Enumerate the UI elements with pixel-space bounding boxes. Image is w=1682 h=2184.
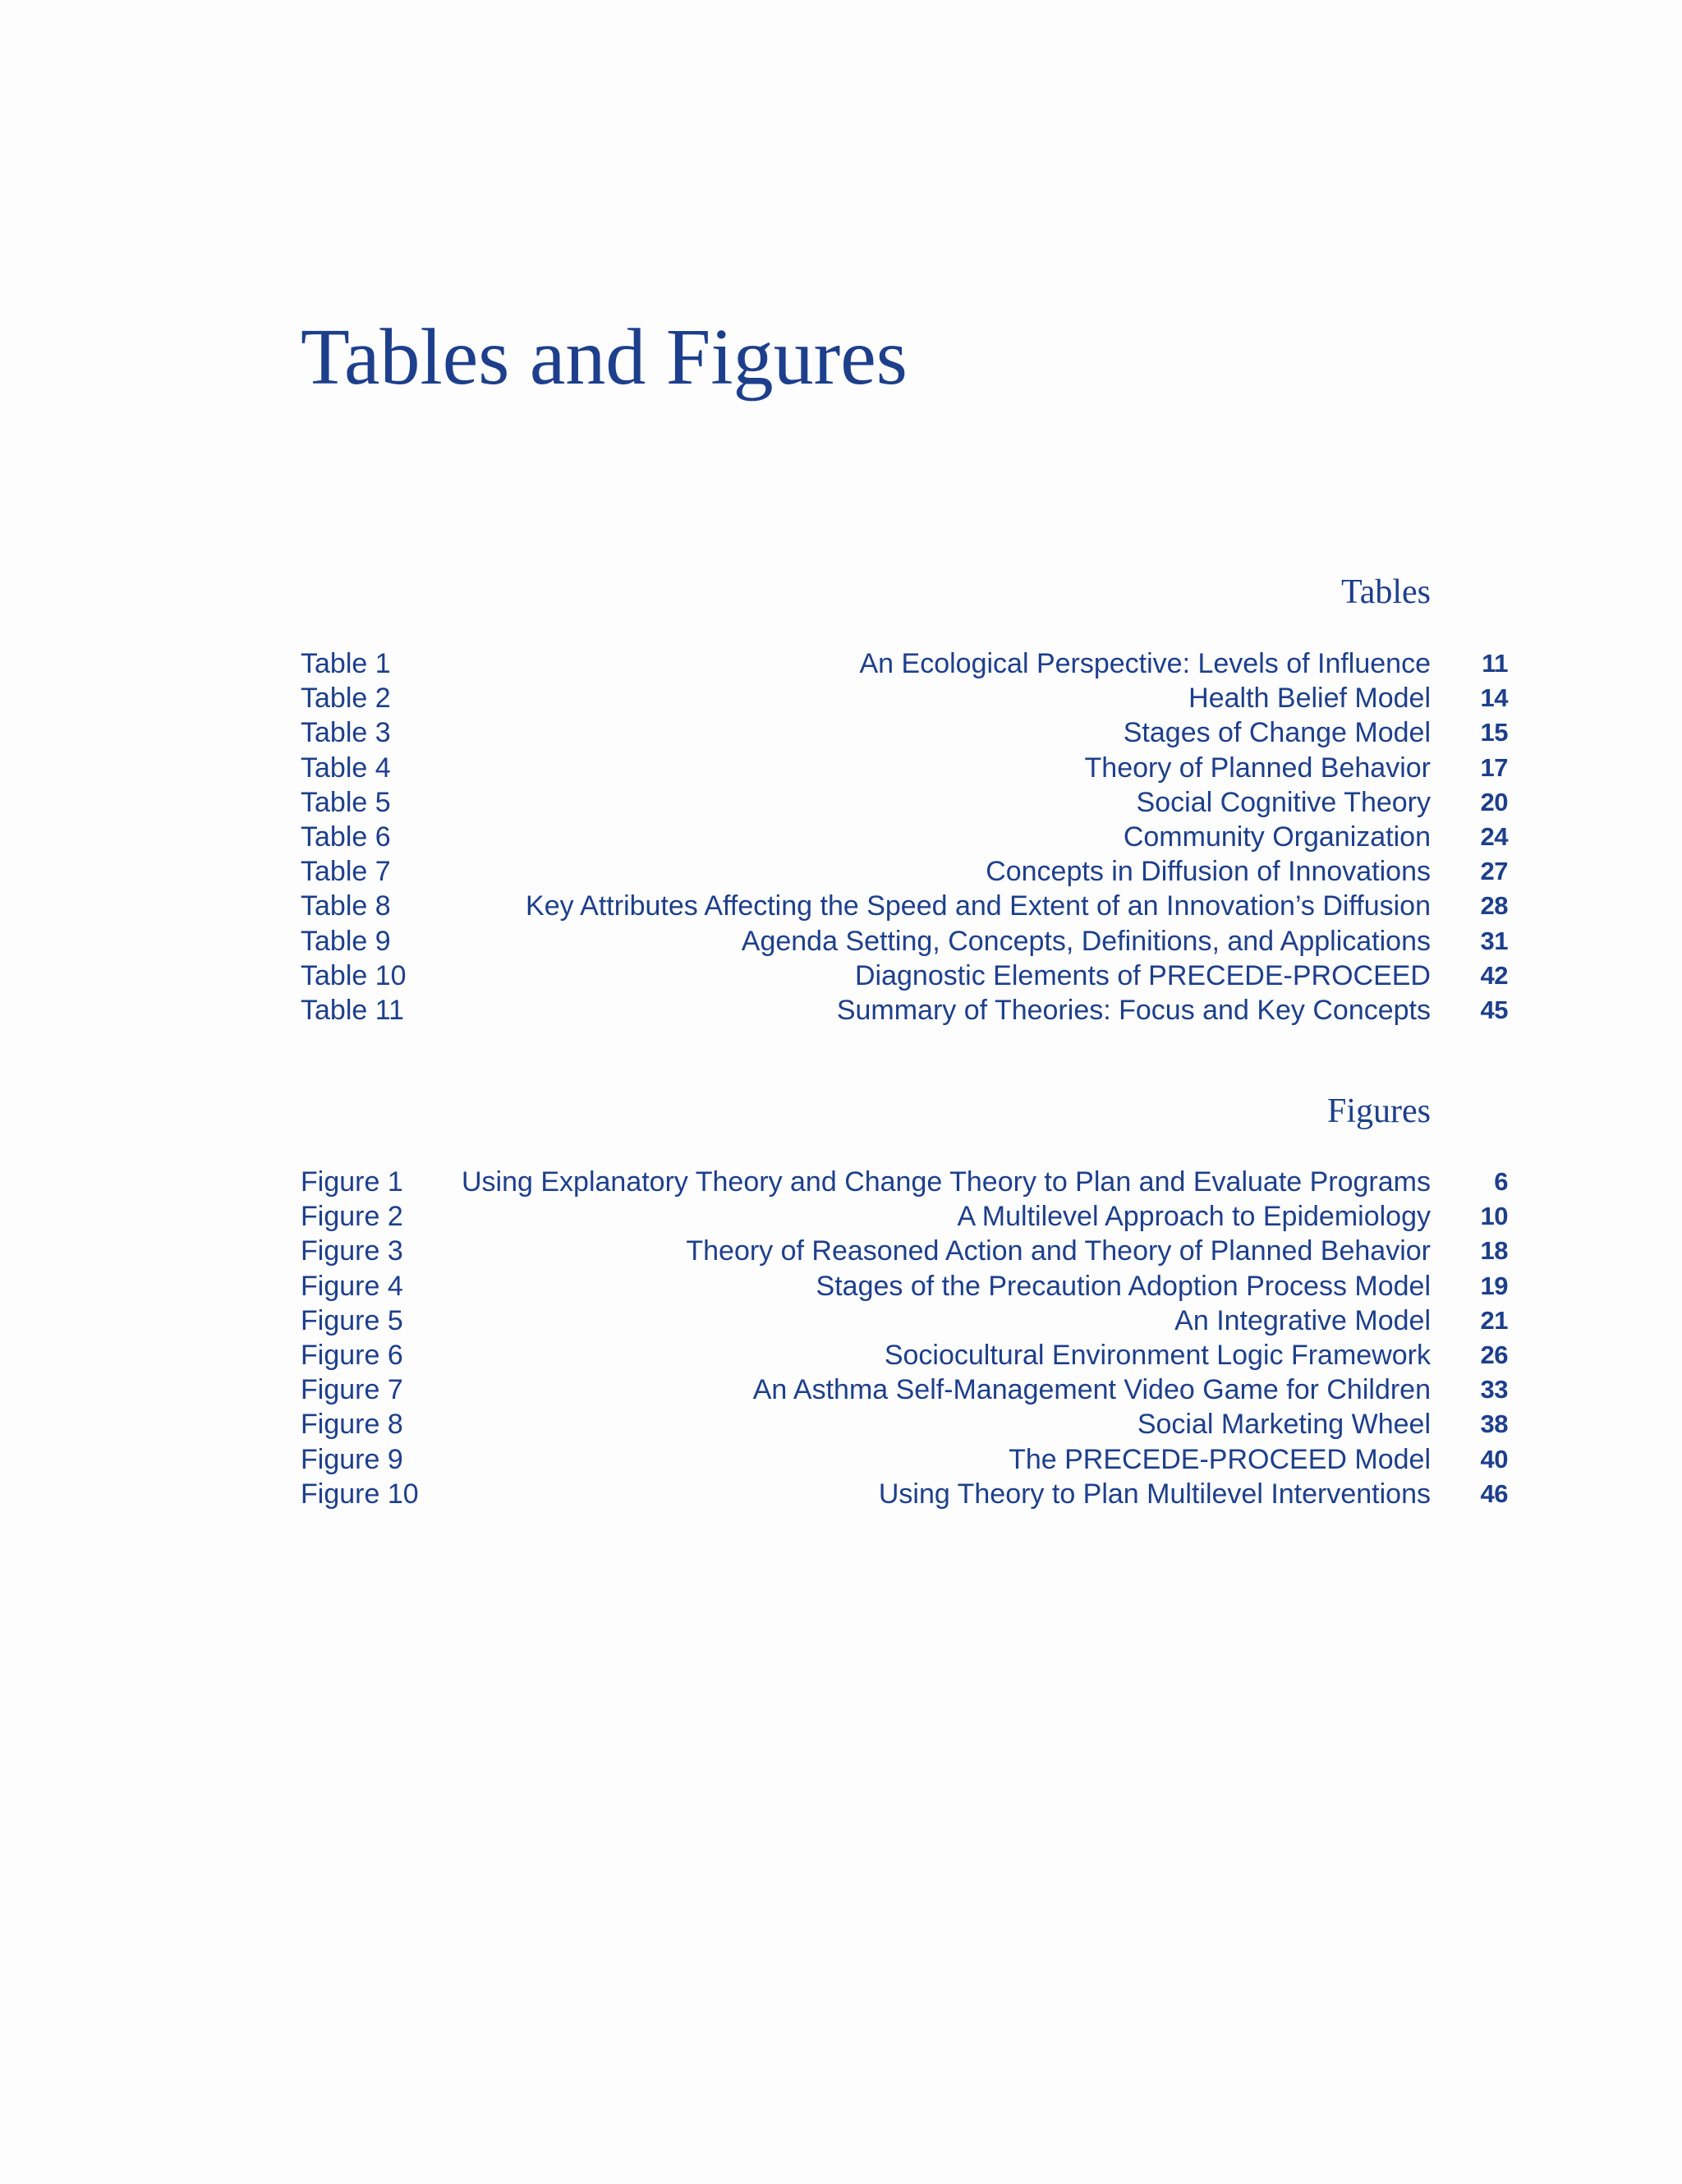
entry-page-number: 20 [1480,787,1508,816]
entry-title: Social Cognitive Theory [1136,786,1431,818]
entry-page-number: 6 [1494,1167,1508,1196]
entry-label: Table 3 [301,717,391,749]
table-entry[interactable] [301,924,1508,959]
entry-page-number: 17 [1480,752,1508,782]
entry-page-number: 18 [1480,1236,1508,1266]
entry-title: Theory of Planned Behavior [1084,752,1431,784]
table-entry[interactable] [301,820,1508,854]
entry-title: The PRECEDE-PROCEED Model [1009,1443,1431,1475]
figure-entry[interactable] [301,1372,1508,1407]
entry-title: An Integrative Model [1174,1304,1431,1336]
entry-page-number: 42 [1480,960,1508,990]
entry-page-number: 31 [1480,926,1508,955]
entry-label: Figure 1 [301,1166,403,1198]
entry-page-number: 28 [1480,891,1508,921]
figures-list [301,1165,1508,1511]
entry-page-number: 11 [1482,649,1508,678]
tables-section-heading: Tables [1340,573,1431,611]
table-entry[interactable] [301,854,1508,889]
entry-label: Table 2 [301,683,391,715]
figure-entry[interactable] [301,1477,1508,1511]
entry-title: Health Belief Model [1188,683,1431,715]
table-entry[interactable] [301,681,1508,715]
entry-label: Table 10 [301,959,407,991]
entry-label: Figure 6 [301,1339,403,1371]
entry-title: Key Attributes Affecting the Speed and Extent of an Innovation’s Diffusion [526,890,1431,922]
entry-label: Figure 3 [301,1235,403,1267]
figure-entry[interactable] [301,1269,1508,1304]
entry-title: Sociocultural Environment Logic Framework [884,1339,1431,1371]
entry-page-number: 46 [1480,1478,1508,1508]
entry-page-number: 40 [1480,1444,1508,1474]
entry-label: Table 11 [301,994,405,1026]
entry-title: A Multilevel Approach to Epidemiology [957,1201,1431,1233]
entry-title: Using Theory to Plan Multilevel Interventions [878,1478,1431,1510]
entry-page-number: 19 [1480,1271,1508,1300]
figure-entry[interactable] [301,1199,1508,1234]
entry-label: Figure 9 [301,1443,403,1475]
entry-page-number: 10 [1480,1202,1508,1231]
entry-title: Diagnostic Elements of PRECEDE-PROCEED [854,959,1431,991]
page-title: Tables and Figures [301,313,908,402]
entry-title: Using Explanatory Theory and Change Theory to Plan and Evaluate Programs [462,1166,1431,1198]
entry-label: Table 4 [301,752,391,784]
figure-entry[interactable] [301,1234,1508,1268]
entry-title: Community Organization [1123,821,1431,853]
tables-list [301,646,1508,1028]
entry-page-number: 14 [1480,683,1508,713]
figure-entry[interactable] [301,1442,1508,1477]
figures-section-heading: Figures [1327,1092,1431,1130]
entry-page-number: 24 [1480,821,1508,851]
entry-page-number: 33 [1480,1375,1508,1405]
entry-label: Table 9 [301,925,391,957]
entry-label: Figure 2 [301,1201,403,1233]
table-entry[interactable] [301,715,1508,750]
entry-title: Agenda Setting, Concepts, Definitions, and Applications [741,925,1431,957]
entry-label: Figure 5 [301,1304,403,1336]
entry-label: Figure 10 [301,1478,419,1510]
entry-title: Concepts in Diffusion of Innovations [986,856,1431,888]
entry-label: Table 6 [301,821,391,853]
entry-label: Figure 4 [301,1270,403,1302]
entry-title: Stages of Change Model [1123,717,1431,749]
figure-entry[interactable] [301,1304,1508,1338]
table-entry[interactable] [301,993,1508,1028]
entry-label: Figure 7 [301,1374,403,1406]
entry-page-number: 38 [1480,1409,1508,1439]
figure-entry[interactable] [301,1165,1508,1199]
entry-label: Figure 8 [301,1409,403,1441]
figure-entry[interactable] [301,1338,1508,1372]
entry-page-number: 26 [1480,1340,1508,1369]
entry-label: Table 5 [301,786,391,818]
entry-title: An Asthma Self-Management Video Game for Children [752,1374,1431,1406]
table-entry[interactable] [301,959,1508,993]
entry-label: Table 7 [301,856,391,888]
entry-title: Social Marketing Wheel [1137,1409,1431,1441]
entry-page-number: 27 [1480,857,1508,886]
entry-page-number: 45 [1480,995,1508,1024]
entry-title: An Ecological Perspective: Levels of Influence [859,648,1431,679]
figure-entry[interactable] [301,1407,1508,1441]
entry-title: Theory of Reasoned Action and Theory of Planned Behavior [686,1235,1431,1267]
table-entry[interactable] [301,785,1508,820]
table-entry[interactable] [301,889,1508,923]
table-entry[interactable] [301,751,1508,785]
entry-label: Table 8 [301,890,391,922]
entry-label: Table 1 [301,648,391,679]
entry-page-number: 21 [1480,1305,1508,1335]
entry-title: Summary of Theories: Focus and Key Concepts [836,994,1431,1026]
entry-title: Stages of the Precaution Adoption Process Model [816,1270,1431,1302]
table-entry[interactable] [301,646,1508,681]
entry-page-number: 15 [1480,718,1508,747]
